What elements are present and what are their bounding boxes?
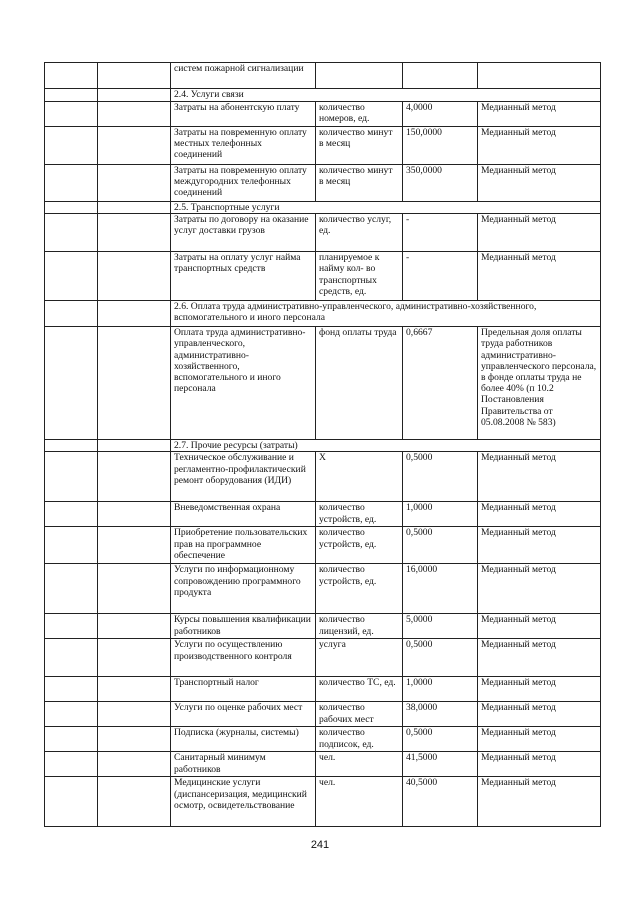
cost-name-cell: Затраты на оплату услуг найма транспортных средств [171,252,316,301]
blank-cell [45,301,98,327]
expense-norms-table [44,62,601,827]
cost-name-cell: Услуги по осуществлению производственного контроля [171,639,316,677]
value-cell: 38,0000 [403,702,478,727]
cost-name-cell: Санитарный минимум работников [171,752,316,777]
blank-cell [45,89,98,102]
unit-cell: количество ТС, ед. [316,677,403,702]
cost-name-cell: Затраты на повременную оплату междугородних телефонных соединений [171,165,316,202]
blank-cell [45,127,98,165]
value-cell: 1,0000 [403,677,478,702]
value-cell: 0,5000 [403,639,478,677]
blank-cell [98,202,171,214]
cost-name-cell: Техническое обслуживание и регламентно-профилактический ремонт оборудования (ИДИ) [171,452,316,502]
method-cell: Медианный метод [478,677,601,702]
unit-cell: количество рабочих мест [316,702,403,727]
table-row [45,63,601,89]
cost-name-cell: Затраты на повременную оплату местных телефонных соединений [171,127,316,165]
value-cell: - [403,252,478,301]
value-cell: 0,5000 [403,727,478,752]
section-title: 2.5. Транспортные услуги [171,202,601,214]
cost-name-cell: Услуги по информационному сопровождению программного продукта [171,564,316,614]
blank-cell [98,639,171,677]
blank-cell [45,327,98,440]
method-cell: Медианный метод [478,777,601,827]
table-row [45,214,601,252]
method-cell: Медианный метод [478,727,601,752]
blank-cell [45,63,98,89]
section-title: 2.4. Услуги связи [171,89,601,102]
blank-cell [45,614,98,639]
method-cell: Медианный метод [478,614,601,639]
value-cell: 16,0000 [403,564,478,614]
table-row [45,252,601,301]
cost-name-cell: Приобретение пользовательских прав на программное обеспечение [171,527,316,564]
unit-cell: количество устройств, ед. [316,527,403,564]
value-cell: - [403,214,478,252]
table-row [45,564,601,614]
unit-cell: количество услуг, ед. [316,214,403,252]
table-row [45,502,601,527]
method-cell: Медианный метод [478,502,601,527]
unit-cell: чел. [316,752,403,777]
unit-cell: количество устройств, ед. [316,564,403,614]
method-cell: Медианный метод [478,127,601,165]
blank-cell [45,564,98,614]
cost-name-cell: Подписка (журналы, системы) [171,727,316,752]
table-row [45,165,601,202]
unit-cell: фонд оплаты труда [316,327,403,440]
value-cell: 0,6667 [403,327,478,440]
blank-cell [98,677,171,702]
blank-cell [98,63,171,89]
cost-name-cell: Услуги по оценке рабочих мест [171,702,316,727]
section-row [45,440,601,452]
table-row [45,677,601,702]
blank-cell [98,777,171,827]
blank-cell [98,165,171,202]
section-row [45,89,601,102]
method-cell: Медианный метод [478,452,601,502]
unit-cell: количество подписок, ед. [316,727,403,752]
cost-name-cell: Медицинские услуги (диспансеризация, медицинский осмотр, освидетельствование [171,777,316,827]
blank-cell [98,252,171,301]
value-cell: 150,0000 [403,127,478,165]
blank-cell [98,327,171,440]
blank-cell [98,502,171,527]
blank-cell [98,301,171,327]
table-row [45,527,601,564]
table-row [45,614,601,639]
value-cell: 0,5000 [403,452,478,502]
blank-cell [45,252,98,301]
method-cell: Медианный метод [478,752,601,777]
blank-cell [98,214,171,252]
method-cell: Медианный метод [478,252,601,301]
value-cell: 0,5000 [403,527,478,564]
cost-name-cell: Курсы повышения квалификации работников [171,614,316,639]
cost-name-cell: Транспортный налог [171,677,316,702]
value-cell: 5,0000 [403,614,478,639]
table-row [45,327,601,440]
value-cell [403,63,478,89]
unit-cell: количество устройств, ед. [316,502,403,527]
method-cell: Медианный метод [478,214,601,252]
blank-cell [45,165,98,202]
page-number: 241 [310,839,330,851]
blank-cell [98,727,171,752]
method-cell: Медианный метод [478,527,601,564]
unit-cell: услуга [316,639,403,677]
unit-cell: планируемое к найму кол- во транспортных средств, ед. [316,252,403,301]
unit-cell: Х [316,452,403,502]
table-row [45,777,601,827]
method-cell: Медианный метод [478,102,601,127]
method-cell: Медианный метод [478,564,601,614]
section-row [45,202,601,214]
cost-name-cell: Затраты по договору на оказание услуг доставки грузов [171,214,316,252]
method-cell: Медианный метод [478,165,601,202]
method-cell [478,63,601,89]
blank-cell [45,214,98,252]
unit-cell: чел. [316,777,403,827]
blank-cell [98,89,171,102]
blank-cell [45,502,98,527]
blank-cell [98,127,171,165]
value-cell: 41,5000 [403,752,478,777]
table-row [45,452,601,502]
table-row [45,702,601,727]
table-row [45,727,601,752]
method-cell: Медианный метод [478,702,601,727]
cost-name-cell: Вневедомственная охрана [171,502,316,527]
value-cell: 4,0000 [403,102,478,127]
blank-cell [45,677,98,702]
blank-cell [45,452,98,502]
value-cell: 40,5000 [403,777,478,827]
blank-cell [45,777,98,827]
value-cell: 1,0000 [403,502,478,527]
blank-cell [98,564,171,614]
blank-cell [98,527,171,564]
cost-name-cell: Оплата труда административно-управленческого, административно-хозяйственного, вспомогательного и иного персонала [171,327,316,440]
blank-cell [98,752,171,777]
table-row [45,102,601,127]
unit-cell: количество номеров, ед. [316,102,403,127]
blank-cell [98,702,171,727]
value-cell: 350,0000 [403,165,478,202]
table-row [45,639,601,677]
blank-cell [45,440,98,452]
section-title: 2.6. Оплата труда административно-управленческого, административно-хозяйственного, вспомогательного и иного персонала [171,301,601,327]
blank-cell [45,202,98,214]
blank-cell [45,702,98,727]
table-row [45,127,601,165]
unit-cell: количество минут в месяц [316,165,403,202]
blank-cell [45,752,98,777]
section-title: 2.7. Прочие ресурсы (затраты) [171,440,601,452]
section-row [45,301,601,327]
unit-cell [316,63,403,89]
blank-cell [45,527,98,564]
blank-cell [98,614,171,639]
blank-cell [45,727,98,752]
unit-cell: количество минут в месяц [316,127,403,165]
cost-name-cell: Затраты на абонентскую плату [171,102,316,127]
cost-name-cell: систем пожарной сигнализации [171,63,316,89]
unit-cell: количество лицензий, ед. [316,614,403,639]
blank-cell [45,102,98,127]
blank-cell [45,639,98,677]
method-cell: Предельная доля оплаты труда работников административно-управленческого персонала, в фонде оплаты труда не более 40% (п 10.2 Постановления Правительства от 05.08.2008 № 583) [478,327,601,440]
blank-cell [98,452,171,502]
table-row [45,752,601,777]
blank-cell [98,102,171,127]
blank-cell [98,440,171,452]
method-cell: Медианный метод [478,639,601,677]
